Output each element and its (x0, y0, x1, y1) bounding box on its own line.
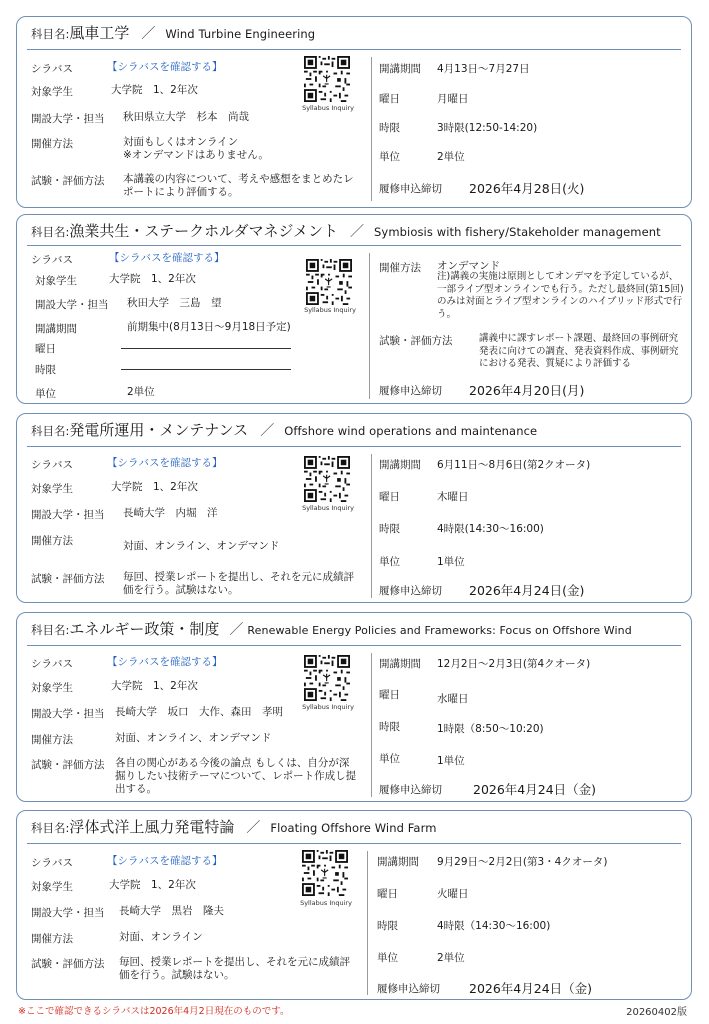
course-title: 科目名:発電所運用・メンテナンス ／ Offshore wind operations and maintenance (31, 421, 538, 439)
registration-deadline: 2026年4月28日(火) (469, 181, 585, 196)
delivery-method: 対面、オンライン、オンデマンド (115, 732, 272, 744)
label-method: 開催方法 (31, 535, 73, 547)
course-credits: 1単位 (437, 755, 465, 767)
course-period: 4月13日～7月27日 (437, 63, 530, 75)
course-title-en: Symbiosis with fishery/Stakeholder management (374, 225, 661, 239)
university-instructor: 秋田大学 三島 望 (127, 297, 222, 309)
divider (27, 245, 681, 246)
label-university: 開設大学・担当 (31, 708, 105, 720)
delivery-method: 対面、オンライン、オンデマンド (123, 540, 280, 552)
syllabus-qr-code[interactable] (304, 655, 350, 701)
label-target: 対象学生 (31, 682, 73, 694)
target-students: 大学院 1、2年次 (109, 273, 196, 285)
label-method: 開催方法 (31, 138, 73, 150)
syllabus-qr-code[interactable] (306, 259, 352, 305)
course-credits: 1単位 (437, 556, 465, 568)
university-instructor: 長崎大学 黒岩 隆夫 (119, 905, 224, 917)
syllabus-date-note: ※ここで確認できるシラバスは2026年4月2日現在のものです。 (18, 1006, 290, 1017)
course-title-jp: 風車工学 (69, 24, 130, 42)
course-title-jp: 発電所運用・メンテナンス (69, 421, 249, 439)
label-evaluation: 試験・評価方法 (31, 958, 105, 970)
label-period: 開講期間 (379, 63, 421, 75)
divider (27, 645, 681, 646)
qr-caption: Syllabus Inquiry (302, 703, 354, 711)
label-time: 時限 (379, 523, 400, 535)
label-deadline: 履修申込締切 (377, 983, 440, 995)
label-day: 曜日 (377, 888, 398, 900)
course-title: 科目名:漁業共生・ステークホルダマネジメント ／ Symbiosis with fishery/Stakeholder management (31, 222, 661, 240)
divider (27, 49, 681, 50)
target-students: 大学院 1、2年次 (109, 879, 196, 891)
delivery-method: 対面もしくはオンライン ※オンデマンドはありません。 (123, 136, 269, 161)
time-blank-line (121, 369, 291, 370)
course-title: 科目名:風車工学 ／ Wind Turbine Engineering (31, 24, 316, 42)
syllabus-link[interactable]: 【シラバスを確認する】 (107, 457, 223, 469)
label-syllabus: シラバス (31, 254, 73, 266)
label-syllabus: シラバス (31, 459, 73, 471)
evaluation-method: 本講義の内容について、考えや感想をまとめたレポートにより評価する。 (123, 173, 354, 198)
label-method: 開催方法 (31, 734, 73, 746)
course-day: 木曜日 (437, 491, 469, 503)
course-period: 前期集中(8月13日～9月18日予定) (127, 321, 291, 333)
label-day: 曜日 (379, 689, 400, 701)
course-title-jp: エネルギー政策・制度 (69, 620, 220, 638)
label-credits: 単位 (379, 556, 400, 568)
label-time: 時限 (377, 920, 398, 932)
label-evaluation: 試験・評価方法 (31, 175, 105, 187)
label-day: 曜日 (35, 343, 56, 355)
course-title-en: Offshore wind operations and maintenance (284, 424, 538, 438)
target-students: 大学院 1、2年次 (111, 481, 198, 493)
course-title-en: Renewable Energy Policies and Frameworks: Focus on Offshore Wind (247, 624, 632, 637)
label-syllabus: シラバス (31, 857, 73, 869)
label-target: 対象学生 (35, 275, 77, 287)
label-time: 時限 (379, 721, 400, 733)
syllabus-link[interactable]: 【シラバスを確認する】 (109, 252, 225, 264)
divider (27, 843, 681, 844)
label-credits: 単位 (379, 753, 400, 765)
syllabus-link[interactable]: 【シラバスを確認する】 (107, 656, 223, 668)
course-title: 科目名:浮体式洋上風力発電特論 ／ Floating Offshore Wind Farm (31, 818, 437, 836)
version-label: 20260402版 (626, 1007, 687, 1018)
target-students: 大学院 1、2年次 (111, 84, 198, 96)
label-day: 曜日 (379, 93, 400, 105)
label-day: 曜日 (379, 491, 400, 503)
syllabus-qr-code[interactable] (302, 850, 348, 896)
label-credits: 単位 (35, 388, 56, 400)
course-title-en: Wind Turbine Engineering (165, 27, 316, 41)
label-period: 開講期間 (379, 658, 421, 670)
label-method: 開催方法 (379, 262, 421, 274)
university-instructor: 秋田県立大学 杉本 尚哉 (123, 111, 249, 123)
course-day: 水曜日 (437, 693, 469, 705)
label-syllabus: シラバス (31, 63, 73, 75)
divider (27, 446, 681, 447)
course-credits: 2単位 (437, 151, 465, 163)
syllabus-link[interactable]: 【シラバスを確認する】 (107, 855, 223, 867)
course-card-operations (16, 413, 692, 603)
course-time: 3時限(12:50-14:20) (437, 122, 538, 134)
course-period: 9月29日～2月2日(第3・4クオータ) (437, 856, 608, 868)
label-period: 開講期間 (377, 856, 419, 868)
course-title-jp: 漁業共生・ステークホルダマネジメント (69, 222, 339, 240)
label-deadline: 履修申込締切 (379, 784, 442, 796)
university-instructor: 長崎大学 内堀 洋 (123, 507, 218, 519)
registration-deadline: 2026年4月24日(金) (469, 583, 585, 598)
qr-caption: Syllabus Inquiry (302, 104, 354, 112)
course-title-en: Floating Offshore Wind Farm (270, 821, 437, 835)
label-evaluation: 試験・評価方法 (31, 759, 105, 771)
column-divider (371, 454, 372, 598)
label-university: 開設大学・担当 (31, 113, 105, 125)
label-method: 開催方法 (31, 933, 73, 945)
delivery-method-note: 注)講義の実施は原則としてオンデマを予定しているが、一部ライブ型オンラインでも行う。ただし最終回(第15回)のみは対面とライブ型オンラインのハイブリッド形式で行う。 (437, 271, 684, 320)
label-credits: 単位 (377, 952, 398, 964)
day-blank-line (121, 348, 291, 349)
column-divider (367, 851, 368, 995)
column-divider (369, 253, 370, 399)
course-card-energy-policy (16, 612, 692, 802)
qr-caption: Syllabus Inquiry (304, 306, 356, 314)
column-divider (371, 653, 372, 797)
course-credits: 2単位 (437, 952, 465, 964)
target-students: 大学院 1、2年次 (111, 680, 198, 692)
label-time: 時限 (35, 364, 56, 376)
course-time: 4時限（14:30～16:00) (437, 920, 551, 932)
evaluation-method: 毎回、授業レポートを提出し、それを元に成績評価を行う。試験はない。 (123, 571, 354, 596)
label-credits: 単位 (379, 151, 400, 163)
label-deadline: 履修申込締切 (379, 585, 442, 597)
evaluation-method: 各自の関心がある今後の論点 もしくは、自分が深掘りしたい技術テーマについて、レポート作成し提出する。 (115, 757, 357, 795)
label-deadline: 履修申込締切 (379, 183, 442, 195)
qr-caption: Syllabus Inquiry (302, 504, 354, 512)
label-deadline: 履修申込締切 (379, 385, 442, 397)
registration-deadline: 2026年4月24日（金) (473, 782, 597, 797)
course-time: 4時限(14:30～16:00) (437, 523, 544, 535)
registration-deadline: 2026年4月24日（金) (469, 981, 593, 996)
label-university: 開設大学・担当 (31, 509, 105, 521)
label-period: 開講期間 (379, 459, 421, 471)
qr-caption: Syllabus Inquiry (300, 899, 352, 907)
course-title: 科目名:エネルギー政策・制度 ／ Renewable Energy Policies and Frameworks: Focus on Offshore Wind (31, 620, 632, 638)
label-period: 開講期間 (35, 323, 77, 335)
delivery-method: 対面、オンライン (119, 931, 203, 943)
course-card-floating-wind (16, 810, 692, 1000)
label-evaluation: 試験・評価方法 (379, 335, 453, 347)
label-time: 時限 (379, 122, 400, 134)
label-university: 開設大学・担当 (31, 907, 105, 919)
course-time: 1時限（8:50～10:20) (437, 723, 544, 735)
course-day: 火曜日 (437, 888, 469, 900)
evaluation-method: 講義中に課すレポート課題、最終回の事例研究発表に向けての調査、発表資料作成、事例研究における発表、質疑により評価する (479, 333, 679, 369)
course-credits: 2単位 (127, 386, 155, 398)
syllabus-link[interactable]: 【シラバスを確認する】 (107, 61, 223, 73)
course-period: 6月11日～8月6日(第2クオータ) (437, 459, 591, 471)
syllabus-qr-code[interactable] (304, 456, 350, 502)
label-target: 対象学生 (31, 86, 73, 98)
method-title: オンデマンド (437, 260, 500, 272)
university-instructor: 長崎大学 坂口 大作、森田 孝明 (115, 706, 283, 718)
label-evaluation: 試験・評価方法 (31, 573, 105, 585)
course-day: 月曜日 (437, 93, 469, 105)
course-title-jp: 浮体式洋上風力発電特論 (69, 818, 235, 836)
course-period: 12月2日～2月3日(第4クオータ) (437, 658, 591, 670)
course-card-fishery (16, 214, 692, 404)
label-syllabus: シラバス (31, 658, 73, 670)
registration-deadline: 2026年4月20日(月) (469, 383, 585, 398)
label-university: 開設大学・担当 (35, 299, 109, 311)
label-target: 対象学生 (31, 483, 73, 495)
syllabus-qr-code[interactable] (304, 56, 350, 102)
column-divider (371, 57, 372, 201)
evaluation-method: 毎回、授業レポートを提出し、それを元に成績評価を行う。試験はない。 (119, 956, 350, 981)
label-target: 対象学生 (31, 881, 73, 893)
course-card-wind-turbine (16, 16, 692, 208)
